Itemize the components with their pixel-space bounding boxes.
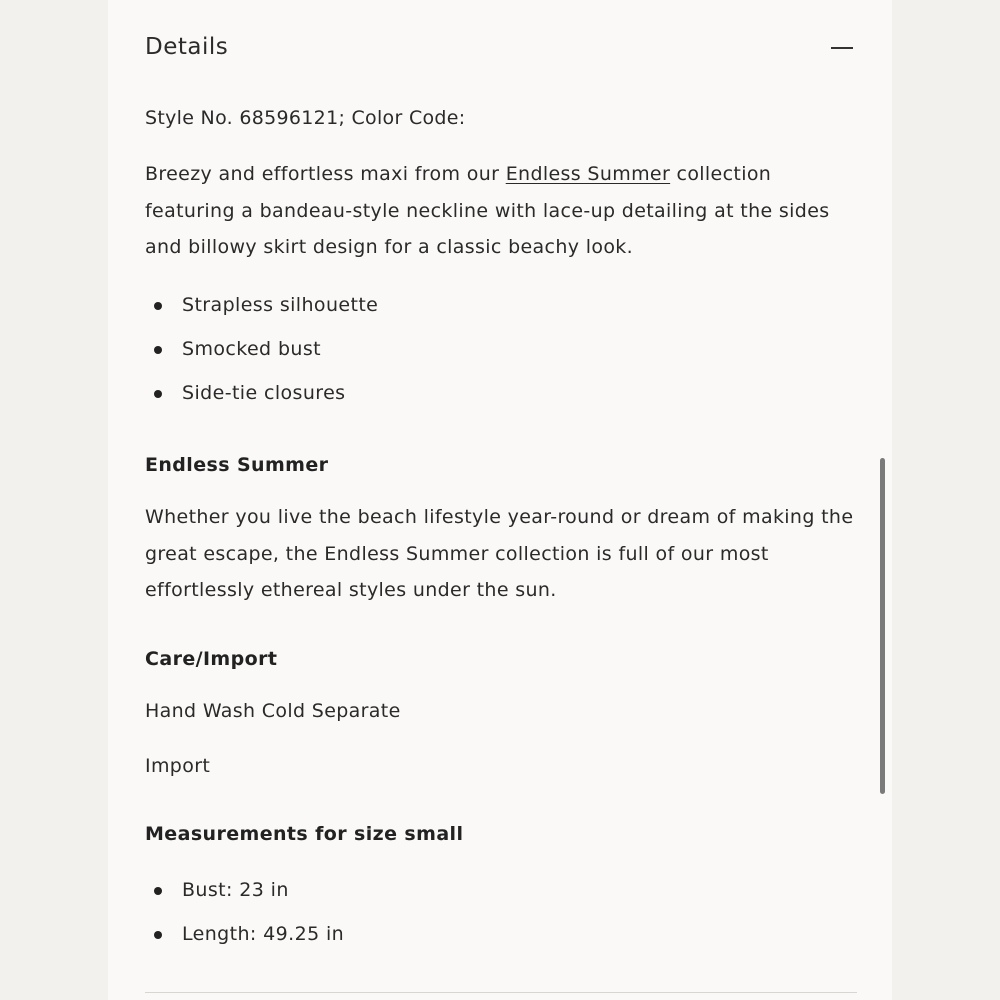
endless-summer-link[interactable]: Endless Summer bbox=[505, 163, 671, 185]
endless-summer-text: Whether you live the beach lifestyle year-round or dream of making the great escape, the Endless Summer collection is full of our most effortlessly ethereal styles under the sun. bbox=[145, 506, 854, 601]
bullet-icon bbox=[154, 346, 162, 354]
scrollbar-thumb[interactable] bbox=[880, 458, 885, 794]
feature-item bbox=[145, 337, 857, 381]
bullet-icon bbox=[154, 390, 162, 398]
details-accordion-header[interactable] bbox=[145, 30, 857, 70]
feature-text: Smocked bust bbox=[182, 338, 322, 360]
import-text: Import bbox=[145, 755, 211, 777]
feature-item bbox=[145, 381, 857, 425]
bullet-icon bbox=[154, 887, 162, 895]
feature-text: Strapless silhouette bbox=[182, 294, 379, 316]
description-text-end: collection featuring a bandeau-style neckline with lace-up detailing at the sides and billowy skirt design for a classic beachy look. bbox=[145, 163, 830, 258]
care-instructions: Hand Wash Cold Separate bbox=[145, 700, 401, 722]
details-title: Details bbox=[145, 34, 229, 60]
feature-item bbox=[145, 293, 857, 337]
bullet-icon bbox=[154, 931, 162, 939]
bullet-icon bbox=[154, 302, 162, 310]
measurement-item bbox=[145, 878, 857, 922]
feature-text: Side-tie closures bbox=[182, 382, 346, 404]
measurement-item bbox=[145, 922, 857, 966]
divider bbox=[145, 992, 857, 993]
product-description bbox=[145, 156, 857, 266]
measurement-text: Length: 49.25 in bbox=[182, 923, 345, 945]
style-number: Style No. 68596121; Color Code: bbox=[145, 107, 466, 129]
collapse-button[interactable] bbox=[829, 34, 857, 62]
endless-summer-heading: Endless Summer bbox=[145, 454, 329, 476]
measurements-list bbox=[145, 878, 857, 966]
measurement-text: Bust: 23 in bbox=[182, 879, 289, 901]
care-import-heading: Care/Import bbox=[145, 648, 278, 670]
feature-list bbox=[145, 293, 857, 425]
minus-icon bbox=[831, 47, 853, 49]
description-text-start: Breezy and effortless maxi from our bbox=[145, 163, 506, 185]
measurements-heading: Measurements for size small bbox=[145, 823, 464, 845]
